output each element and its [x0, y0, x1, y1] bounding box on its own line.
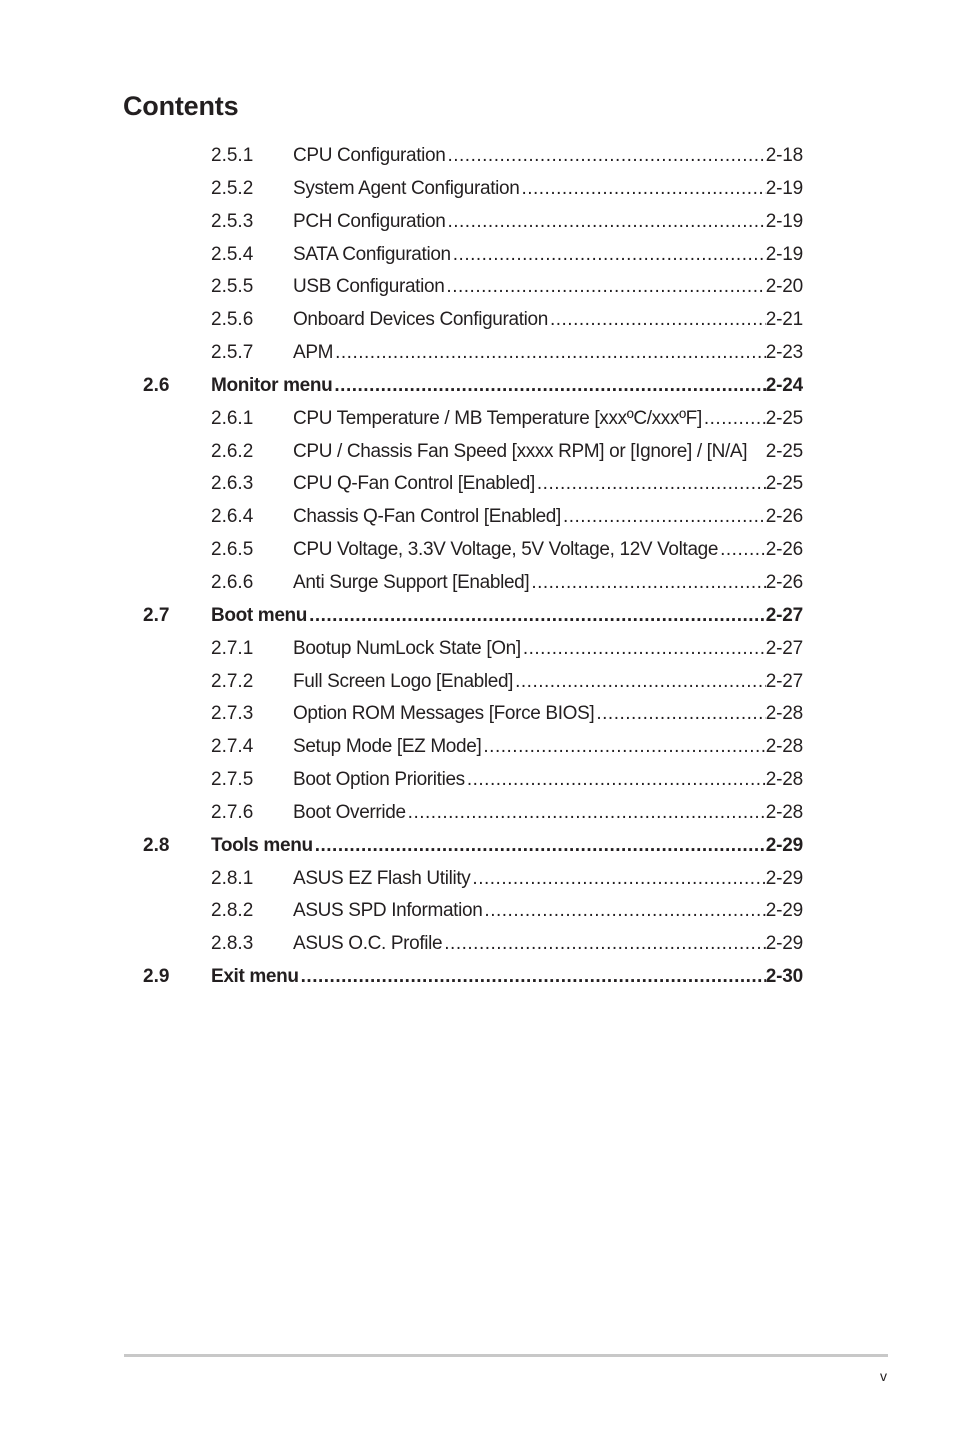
- toc-entry-line: [293, 501, 803, 533]
- toc-entry-line: [293, 271, 803, 303]
- toc-entry-number: 2.7.3: [211, 703, 254, 725]
- toc-entry-number: 2.6.6: [211, 571, 254, 593]
- toc-entry-line: [293, 534, 803, 566]
- toc-entry-line: [293, 304, 803, 336]
- toc-entry-line: [293, 403, 803, 435]
- toc-dot-leader: [702, 403, 766, 435]
- toc-entry-label: SATA Configuration: [293, 243, 451, 265]
- toc-entry-label: Bootup NumLock State [On]: [293, 637, 521, 659]
- toc-entry-line: [293, 206, 803, 238]
- toc-subsection-entry[interactable]: [0, 173, 954, 206]
- toc-entry-label: CPU / Chassis Fan Speed [xxxx RPM] or [Ignore] / [N/A]: [293, 440, 748, 462]
- toc-entry-label: CPU Voltage, 3.3V Voltage, 5V Voltage, 12V Voltage: [293, 539, 719, 561]
- toc-dot-leader: [519, 173, 765, 205]
- toc-entry-label: Full Screen Logo [Enabled]: [293, 670, 514, 692]
- toc-entry-line: [293, 895, 803, 927]
- toc-entry-page: 2-26: [765, 571, 803, 593]
- toc-subsection-entry[interactable]: [0, 239, 954, 272]
- toc-entry-page: 2-19: [765, 210, 803, 232]
- toc-dot-leader: [299, 961, 766, 993]
- toc-entry-line: [293, 863, 803, 895]
- toc-entry-line: [293, 239, 803, 271]
- toc-entry-number: 2.7.4: [211, 736, 254, 758]
- toc-entry-page: 2-24: [765, 374, 803, 396]
- toc-entry-line: [211, 961, 803, 993]
- toc-entry-line: [293, 698, 803, 730]
- toc-entry-line: [211, 830, 803, 862]
- toc-entry-page: 2-30: [765, 966, 803, 988]
- toc-entry-number: 2.7.5: [211, 769, 254, 791]
- toc-entry-label: Option ROM Messages [Force BIOS]: [293, 703, 595, 725]
- toc-entry-label: Monitor menu: [211, 374, 333, 396]
- toc-dot-leader: [718, 534, 766, 566]
- toc-subsection-entry[interactable]: [0, 271, 954, 304]
- toc-entry-page: 2-28: [765, 801, 803, 823]
- toc-entry-line: [293, 173, 803, 205]
- toc-subsection-entry[interactable]: [0, 567, 954, 600]
- toc-entry-line: [293, 633, 803, 665]
- toc-entry-number: 2.5.7: [211, 342, 254, 364]
- toc-entry-number: 2.6.3: [211, 473, 254, 495]
- toc-entry-line: [293, 337, 803, 369]
- toc-entry-label: CPU Q-Fan Control [Enabled]: [293, 473, 535, 495]
- toc-dot-leader: [307, 600, 766, 632]
- toc-entry-page: 2-25: [765, 407, 803, 429]
- toc-subsection-entry[interactable]: [0, 403, 954, 436]
- toc-entry-number: 2.6.2: [211, 440, 254, 462]
- toc-entry-page: 2-28: [765, 703, 803, 725]
- toc-entry-number: 2.8.1: [211, 867, 254, 889]
- toc-subsection-entry[interactable]: [0, 140, 954, 173]
- toc-dot-leader: [332, 370, 765, 402]
- toc-subsection-entry[interactable]: [0, 666, 954, 699]
- toc-subsection-entry[interactable]: [0, 731, 954, 764]
- toc-subsection-entry[interactable]: [0, 534, 954, 567]
- toc-subsection-entry[interactable]: [0, 501, 954, 534]
- toc-entry-line: [293, 140, 803, 172]
- toc-entry-page: 2-19: [765, 243, 803, 265]
- toc-dot-leader: [470, 863, 765, 895]
- toc-entry-page: 2-28: [765, 736, 803, 758]
- toc-entry-label: CPU Temperature / MB Temperature [xxxºC/xxxºF]: [293, 407, 702, 429]
- toc-dot-leader: [521, 633, 766, 665]
- toc-entry-number: 2.5.4: [211, 243, 254, 265]
- toc-entry-number: 2.8: [143, 834, 170, 856]
- page-number: v: [880, 1368, 887, 1384]
- toc-dot-leader: [451, 239, 766, 271]
- toc-entry-label: Chassis Q-Fan Control [Enabled]: [293, 506, 561, 528]
- toc-entry-number: 2.7.6: [211, 801, 254, 823]
- toc-subsection-entry[interactable]: [0, 337, 954, 370]
- toc-dot-leader: [445, 140, 765, 172]
- toc-dot-leader: [535, 468, 766, 500]
- toc-entry-line: [293, 468, 803, 500]
- toc-entry-number: 2.5.3: [211, 210, 254, 232]
- toc-entry-page: 2-25: [765, 473, 803, 495]
- toc-entry-label: CPU Configuration: [293, 145, 446, 166]
- toc-dot-leader: [465, 764, 766, 796]
- toc-entry-page: 2-27: [765, 604, 803, 626]
- toc-entry-page: 2-27: [765, 670, 803, 692]
- toc-subsection-entry[interactable]: [0, 633, 954, 666]
- toc-entry-line: [293, 567, 803, 599]
- page-title: Contents: [123, 91, 239, 121]
- toc-dot-leader: [561, 501, 766, 533]
- toc-entry-label: ASUS SPD Information: [293, 900, 483, 922]
- toc-section-entry[interactable]: [0, 600, 954, 633]
- toc-dot-leader: [442, 928, 766, 960]
- toc-entry-page: 2-29: [765, 867, 803, 889]
- toc-entry-line: [211, 600, 803, 632]
- toc-entry-label: PCH Configuration: [293, 210, 446, 232]
- toc-dot-leader: [482, 895, 765, 927]
- toc-entry-label: ASUS EZ Flash Utility: [293, 867, 471, 889]
- toc-section-entry[interactable]: [0, 370, 954, 403]
- toc-entry-page: 2-29: [765, 933, 803, 955]
- toc-entry-number: 2.5.5: [211, 276, 254, 298]
- toc-entry-number: 2.6: [143, 374, 170, 396]
- toc-entry-number: 2.7.2: [211, 670, 254, 692]
- toc-entry-page: 2-26: [765, 506, 803, 528]
- toc-dot-leader: [333, 337, 766, 369]
- toc-section-entry[interactable]: [0, 830, 954, 863]
- toc-dot-leader: [529, 567, 765, 599]
- toc-entry-label: Tools menu: [211, 834, 313, 856]
- toc-entry-line: [293, 797, 803, 829]
- toc-dot-leader: [313, 830, 766, 862]
- toc-subsection-entry[interactable]: [0, 928, 954, 961]
- toc-entry-line: [293, 764, 803, 796]
- toc-entry-page: 2-21: [765, 309, 803, 331]
- toc-entry-page: 2-25: [765, 440, 803, 462]
- toc-entry-number: 2.7.1: [211, 637, 254, 659]
- toc-entry-label: APM: [293, 342, 334, 364]
- toc-subsection-entry[interactable]: [0, 304, 954, 337]
- toc-section-entry[interactable]: [0, 961, 954, 994]
- toc-entry-label: Anti Surge Support [Enabled]: [293, 571, 530, 593]
- toc-entry-number: 2.6.1: [211, 407, 254, 429]
- toc-entry-page: 2-23: [765, 342, 803, 364]
- toc-entry-page: 2-19: [765, 177, 803, 199]
- toc-entry-label: Onboard Devices Configuration: [293, 309, 548, 331]
- toc-dot-leader: [548, 304, 766, 336]
- toc-entry-number: 2.9: [143, 966, 170, 988]
- toc-entry-label: Boot menu: [211, 604, 308, 626]
- toc-entry-line: [293, 666, 803, 698]
- toc-dot-leader: [406, 797, 766, 829]
- toc-subsection-entry[interactable]: [0, 797, 954, 830]
- toc-entry-label: Boot Option Priorities: [293, 769, 465, 791]
- toc-entry-number: 2.5.2: [211, 177, 254, 199]
- toc-dot-leader: [481, 731, 765, 763]
- table-of-contents: [0, 140, 954, 994]
- toc-entry-page: 2-27: [765, 637, 803, 659]
- toc-entry-number: 2.5.1: [211, 145, 254, 166]
- toc-entry-number: 2.7: [143, 604, 170, 626]
- footer-divider: [124, 1354, 888, 1357]
- toc-entry-label: Setup Mode [EZ Mode]: [293, 736, 482, 758]
- toc-subsection-entry[interactable]: [0, 895, 954, 928]
- toc-subsection-entry[interactable]: [0, 764, 954, 797]
- toc-dot-leader: [444, 271, 765, 303]
- toc-subsection-entry[interactable]: [0, 863, 954, 896]
- toc-entry-label: USB Configuration: [293, 276, 445, 298]
- toc-entry-page: 2-29: [765, 900, 803, 922]
- toc-entry-page: 2-26: [765, 539, 803, 561]
- toc-subsection-entry[interactable]: [0, 468, 954, 501]
- toc-dot-leader: [445, 206, 765, 238]
- toc-entry-number: 2.6.4: [211, 506, 254, 528]
- toc-dot-leader: [513, 666, 766, 698]
- toc-entry-page: 2-28: [765, 769, 803, 791]
- toc-entry-number: 2.8.3: [211, 933, 254, 955]
- toc-entry-number: 2.5.6: [211, 309, 254, 331]
- toc-entry-line: [293, 731, 803, 763]
- toc-entry-line: [293, 436, 803, 468]
- toc-entry-page: 2-20: [765, 276, 803, 298]
- toc-subsection-entry[interactable]: [0, 436, 954, 469]
- toc-dot-leader: [594, 698, 765, 730]
- toc-entry-page: 2-18: [765, 145, 803, 166]
- toc-subsection-entry[interactable]: [0, 698, 954, 731]
- toc-entry-line: [293, 928, 803, 960]
- toc-entry-label: System Agent Configuration: [293, 177, 520, 199]
- toc-entry-page: 2-29: [765, 834, 803, 856]
- toc-subsection-entry[interactable]: [0, 206, 954, 239]
- toc-entry-number: 2.6.5: [211, 539, 254, 561]
- toc-entry-label: ASUS O.C. Profile: [293, 933, 443, 955]
- toc-entry-label: Exit menu: [211, 966, 299, 988]
- toc-entry-line: [211, 370, 803, 402]
- toc-entry-number: 2.8.2: [211, 900, 254, 922]
- toc-entry-label: Boot Override: [293, 801, 406, 823]
